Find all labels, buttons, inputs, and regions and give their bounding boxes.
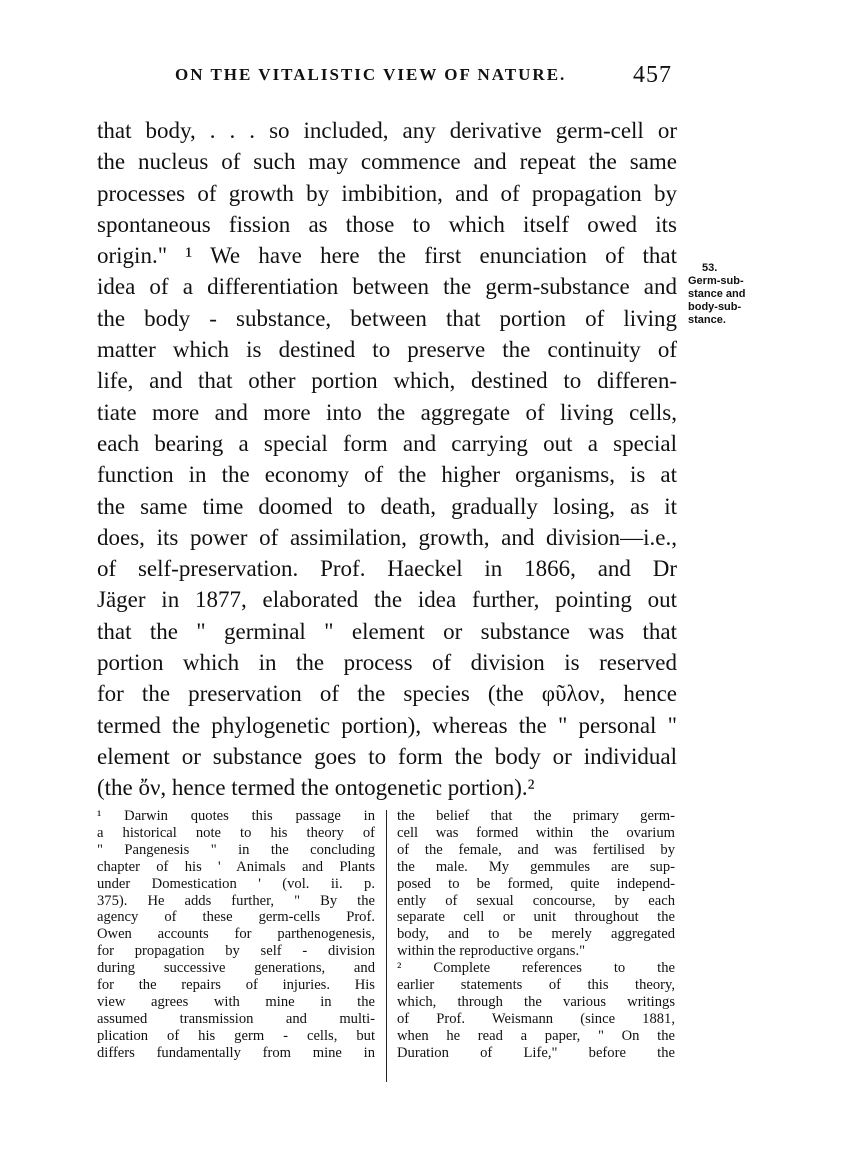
footnote-line: earlier statements of this theory,: [397, 977, 675, 994]
footnote-line: agency of these germ-cells Prof.: [97, 909, 375, 926]
footnote-line: for propagation by self - division: [97, 943, 375, 960]
footnote-line: Owen accounts for parthenogenesis,: [97, 926, 375, 943]
footnote-line: for the repairs of injuries. His: [97, 977, 375, 994]
text-line: life, and that other portion which, destined to differen-: [97, 368, 677, 394]
footnote-line: under Domestication ' (vol. ii. p.: [97, 875, 375, 892]
text-line: the same time doomed to death, gradually losing, as it: [97, 493, 677, 519]
footnote-line: a historical note to his theory of: [97, 824, 375, 841]
running-title: ON THE VITALISTIC VIEW OF NATURE.: [175, 65, 567, 84]
footnote-line: chapter of his ' Animals and Plants: [97, 858, 375, 875]
footnote-line: separate cell or unit throughout the: [397, 909, 675, 926]
text-line: each bearing a special form and carrying out a special: [97, 430, 677, 456]
text-line: for the preservation of the species (the φῦλον, hence: [97, 681, 677, 707]
footnote-line: during successive generations, and: [97, 960, 375, 977]
footnote-line: ¹ Darwin quotes this passage in: [97, 808, 375, 824]
margin-note-line: body-sub-: [688, 301, 742, 313]
text-line: Jäger in 1877, elaborated the idea further, pointing out: [97, 587, 677, 613]
footnote-line: " Pangenesis " in the concluding: [97, 841, 375, 858]
text-line: tiate more and more into the aggregate of living cells,: [97, 399, 677, 425]
footnote-line: ently of sexual concourse, by each: [397, 892, 675, 909]
margin-note: [688, 262, 766, 327]
text-line: processes of growth by imbibition, and of propagation by: [97, 180, 677, 206]
footnote-line: when he read a paper, " On the: [397, 1027, 675, 1044]
margin-note-line: stance and: [688, 288, 746, 300]
footnotes: [97, 808, 677, 1083]
footnote-line: Duration of Life," before the: [397, 1044, 675, 1061]
footnote-line: the male. My gemmules are sup-: [397, 858, 675, 875]
text-line: spontaneous fission as those to which itself owed its: [97, 211, 677, 237]
text-line: termed the phylogenetic portion), whereas the " personal ": [97, 712, 677, 738]
margin-note-line: Germ-sub-: [688, 275, 744, 287]
text-line: element or substance goes to form the body or individual: [97, 743, 677, 769]
footnote-line: ² Complete references to the: [397, 960, 675, 977]
footnote-column-right: [397, 808, 675, 1062]
text-line: function in the economy of the higher organisms, is at: [97, 462, 677, 488]
footnote-line: cell was formed within the ovarium: [397, 824, 675, 841]
footnote-line: 375). He adds further, " By the: [97, 892, 375, 909]
footnote-line: the belief that the primary germ-: [397, 808, 675, 824]
footnote-line: of the female, and was fertilised by: [397, 841, 675, 858]
text-line: does, its power of assimilation, growth, and division—i.e.,: [97, 524, 677, 550]
text-line: matter which is destined to preserve the continuity of: [97, 337, 677, 363]
text-line: the nucleus of such may commence and repeat the same: [97, 149, 677, 175]
text-line: idea of a differentiation between the germ-substance and: [97, 274, 677, 300]
text-line: origin." ¹ We have here the first enunciation of that: [97, 243, 677, 269]
footnote-line: within the reproductive organs.": [397, 943, 586, 960]
footnote-line: plication of his germ - cells, but: [97, 1027, 375, 1044]
main-text: [97, 115, 677, 804]
margin-note-number: 53.: [702, 262, 718, 274]
column-divider: [386, 810, 387, 1082]
running-head: [175, 62, 685, 92]
footnote-line: which, through the various writings: [397, 993, 675, 1010]
footnote-line: body, and to be merely aggregated: [397, 926, 675, 943]
footnote-column-left: [97, 808, 375, 1062]
text-line: of self-preservation. Prof. Haeckel in 1866, and Dr: [97, 556, 677, 582]
footnote-line: posed to be formed, quite independ-: [397, 875, 675, 892]
footnote-line: of Prof. Weismann (since 1881,: [397, 1010, 675, 1027]
text-line: portion which in the process of division is reserved: [97, 650, 677, 676]
text-line: that the " germinal " element or substance was that: [97, 618, 677, 644]
text-line-last: (the ὄν, hence termed the ontogenetic portion).²: [97, 775, 535, 801]
text-line: the body - substance, between that portion of living: [97, 305, 677, 331]
page-number: 457: [633, 62, 672, 88]
footnote-line: differs fundamentally from mine in: [97, 1044, 375, 1061]
footnote-line: view agrees with mine in the: [97, 993, 375, 1010]
footnote-line: assumed transmission and multi-: [97, 1010, 375, 1027]
text-line: that body, . . . so included, any derivative germ-cell or: [97, 118, 677, 143]
margin-note-line: stance.: [688, 314, 726, 326]
